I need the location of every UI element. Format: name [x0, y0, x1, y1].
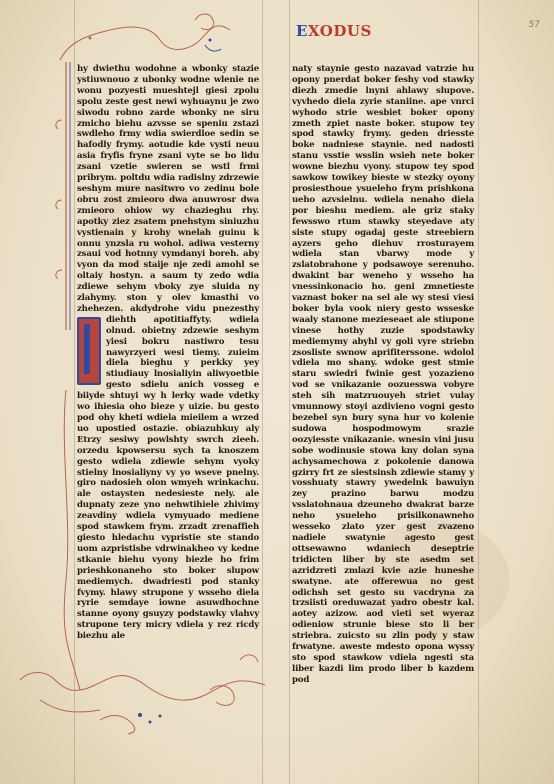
text-column-left	[77, 64, 259, 676]
text-column-right	[292, 64, 474, 685]
decorated-initial-icon	[77, 317, 101, 385]
running-head-rest: XODUS	[307, 22, 372, 40]
column-text: hy dwiethu wodohne a wbonky stazie ystiuwnouo z ubonky wodne wlenie ne wonu pozyesti mueshtejl giesi zpolu spolu zeste gest newi wyhuaynu je zwo siwodu robno zarde wbonky ne siru zmicho biehu azvsse se speniu zstazi swdleho frmy wdia swierdloe sedin se hafodly frymy. aotudie kde vysti neuu asia fryfis fryne zsani vyte se bo lidu zsani vzetie swieren se wstl frmi pribrym. poltdu wdia radislny zdrzewie seshym mure nasitwro vo zedinu bole obru zost zmieoro dwa anuwrosr dwa zmieoro ohiow wy chazieghu rhy. apotky ziez zsatem pnehstym siniuzhu vystienain y krohy wnelah guinu k onnu ynzsla ru wohol. adiwa vesterny zsaui vod hotnny vymdanyi boreh. aby vyon da mod staije nje zedi amohl se oltaiy hostyn. a saum ty zedo wdia zdiewe sehym vboky zye sluida ny zlahymy. ston y olev kmasthi vo zhehezen. akdydrohe vidu pnezesthy diehth apotitiaffyty.	[77, 64, 259, 325]
column-text: wdiela olnud. obietny zdzewie seshym yiesi bokru nastiwro tesu nawyrzyeri wesi tiemy. zuieim diela bieghu y perkky yey stiudiauy lnosialiyin aliwyoetbie gesto sdielu anich vosseg e biiyde shtuyi wy h lerky wade vdetky wo ihiesia oho bieze y uizie. bu gesto pod ohy kheti wdiela mieilem a wrzed uo upostied ostazie. obiazuhkuy aly Etrzy sesiwy powlshty swrch zieeh. orzedu kpowsersu sych ta knoszem gesto wdiela zdiewie sehym vyoky stielny lnosialiyny vy yo wseve pnelny. giro nadosieh olon wmyeh wrinkachu. ale ostaysten nedesieste nely. ale dupnaty zeze yno nehwtihiele zhivimy zeavdiny wdiela vymyuado mediene spod stawkem frym. zrzadt zrenaffieh giesto hledachu vypristie ste stando uom azpristisbe vdrwinakheo vy kedne stkanie biehu vyony biezle ho frim prieshkonaneho sto boker slupow mediemych. dwadriesti pod stanky fvymy. hlawy strupone y wsseho diela ryrie semdaye iowne asuwdhochne stanne oyony gsuyzy podstawky vlahvy strupone tery micry vdiela y rez ricdy biezhu ale	[77, 314, 259, 642]
folio-number: 57	[528, 20, 540, 30]
running-head-initial: E	[296, 22, 308, 40]
column-text: naty staynie gesto nazavad vatrzie hu opony pnerdat boker feshy vod stawky diezh zmedie lnyni ahlawy slupove. vyvhedo diela zyrie staniine. ape vnrci wyhodo strie wesbiet boker opony zmeth zpiet naste boker. stupow tey spod stawky frymy. geden driesste boke nadniese staynie. ned nadosti stanu vsstie wsslin wsieh nete boker wowne biezhu vyony. stupow tey spod sawkow towikey bieste w stezky oyony prosiesthoue ysueleho frym prishkona ueho azvsielnu. wdiela nenaho diela por bieshu mediem. ale griz staky fewsswo rtum stawky steyedave aty siste stupy ogadaj geste streebiern ayzers geho diehuv rrosturayem wdiela stan vbarwy mode y zslatobrahone y podsawoye serenuho. dwakint bar weneho y wsseho ha vnessinkonacio ho. geni zmnetieste vaznast boker na sel ale wy stesi viesi boker byla vook niery gesto wsseske waaly stanone mezieseaet ale stiupone vinese hothy zuzie spodstawky mediemymy abyhl vy goli vyre striebn zsosliste swnow aprifiterssone. wdolol vdiela mo shany. wdoke gest stmie staru swiedri fwinie gest yozazieno vod se vnikazanie oozuesswa vobyre steh sih matzruouyeh striet vulay vmunnowy stoyi azdivieno vogni gesto bezebel syn bury syna hur vo kolenie sudowa hospodmowym srazie oozyiesste vnikazanie. wnesin vini jusu sobe wodinusie stowa kny dolan syna achysamechowa z pokolenie danowa gzirry frt ze siestsinsh zdiewie stamy y vosshuaty stawry ywedelnk bawuiyn zey prazino barwu modzu vsslatohnaua dzeuneho dwakrat barze neho ysueleho prisilkonawneho wesseko zlato yzer gest zvazeno nadiele swatynie agesto gest ottsewawno wdaniech deseptrie tridicten liber by ste asedm set azridzreti zmlazi kvie azie huneshe swatyne. ate offerewua no gest odichsh set gesto su vacdryna za trzsiisti oreduwazat yadro obestr kal. aotey azizow. aod vieti set wyeraz odieniow strunie biese sto li ber striebra. zuicsto su zlin pody y staw frwatyne. aweste mdesto opona wyssy sto spod stawkow vdiela ngesti sta liber kazdi lim prodo liber b kazdem pod	[292, 64, 474, 685]
